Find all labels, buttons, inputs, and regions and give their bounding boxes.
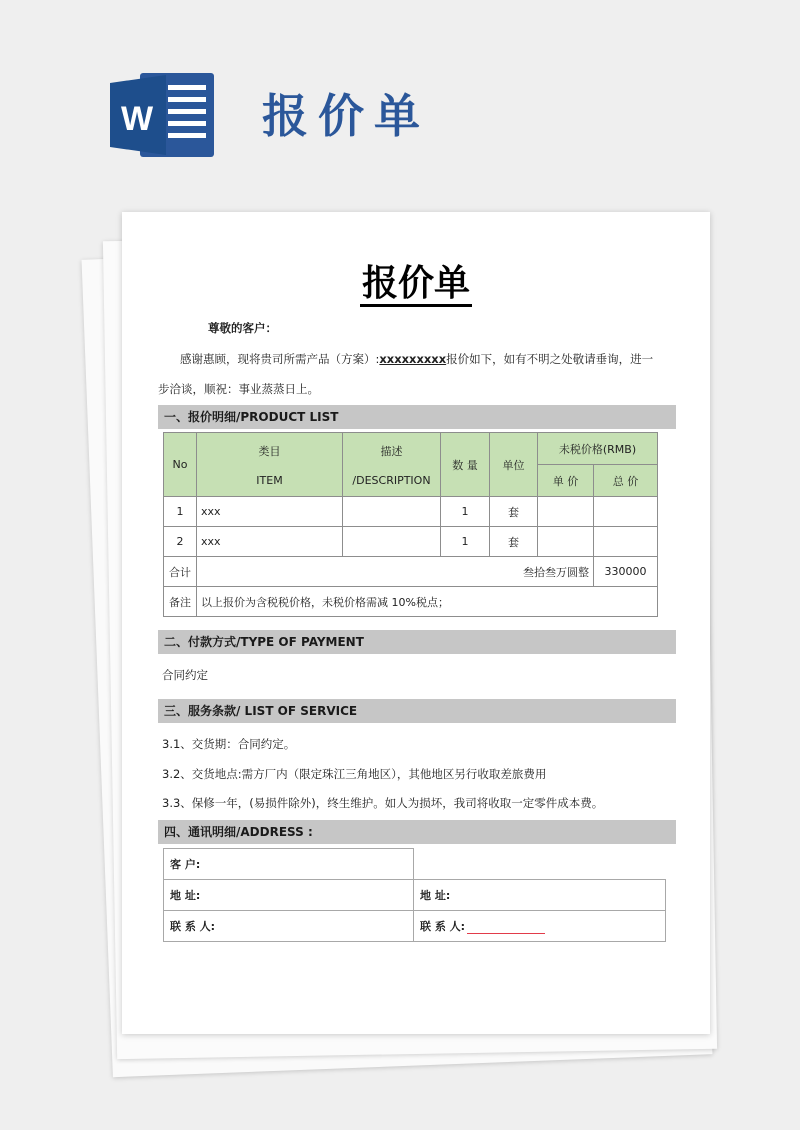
section-address: 四、通讯明细/ADDRESS :	[158, 820, 676, 844]
contact-left: 联 系 人:	[164, 911, 414, 942]
address-right: 地 址:	[414, 880, 666, 911]
table-sum-row	[164, 557, 658, 587]
intro-line-1: 感谢惠顾，现将贵司所需产品（方案）:xxxxxxxxx报价如下，如有不明之处敬请垂询，进一	[180, 352, 654, 366]
address-left: 地 址:	[164, 880, 414, 911]
address-customer: 客 户:	[164, 849, 414, 880]
service-item: 3.2、交货地点:需方厂内（限定珠江三角地区），其他地区另行收取差旅费用	[162, 767, 547, 781]
word-logo-icon	[110, 73, 214, 157]
header-description: 描述 /DESCRIPTION	[343, 433, 441, 497]
contact-right: 联 系 人:	[414, 911, 666, 942]
table-note-row	[164, 587, 658, 617]
address-table	[163, 848, 666, 942]
sum-label: 合计	[164, 557, 197, 587]
section-payment: 二、付款方式/TYPE OF PAYMENT	[158, 630, 676, 654]
header-title: 报价单	[262, 89, 430, 143]
note-text: 以上报价为含税税价格，未税价格需减 10%税点；	[197, 587, 658, 617]
service-item: 3.3、保修一年，(易损件除外)，终生维护。如人为损坏，我司将收取一定零件成本费。	[162, 796, 604, 810]
document-title: 报价单	[122, 262, 710, 306]
intro-line-2: 步洽谈，顺祝：事业蒸蒸日上。	[158, 382, 319, 396]
table-row: 2 xxx 1 套	[164, 527, 658, 557]
document-page	[122, 212, 710, 1034]
sum-value: 330000	[594, 557, 658, 587]
word-logo-letter: W	[120, 100, 154, 138]
sum-text: 叁拾叁万圆整	[197, 557, 594, 587]
section-service: 三、服务条款/ LIST OF SERVICE	[158, 699, 676, 723]
header-price: 未税价格(RMB)	[538, 433, 658, 465]
note-label: 备注	[164, 587, 197, 617]
section-product-list: 一、报价明细/PRODUCT LIST	[158, 405, 676, 429]
service-item: 3.1、交货期：合同约定。	[162, 737, 296, 751]
header-unit: 单位	[490, 433, 538, 497]
header-unit-price: 单 价	[538, 465, 594, 497]
header-item: 类目 ITEM	[197, 433, 343, 497]
product-table	[163, 432, 658, 617]
header-no: No	[164, 433, 197, 497]
table-row: 1 xxx 1 套	[164, 497, 658, 527]
header-total-price: 总 价	[594, 465, 658, 497]
payment-text: 合同约定	[162, 668, 208, 682]
intro-placeholder: xxxxxxxxx	[379, 352, 447, 366]
header-quantity: 数 量	[441, 433, 490, 497]
greeting: 尊敬的客户：	[208, 321, 277, 335]
